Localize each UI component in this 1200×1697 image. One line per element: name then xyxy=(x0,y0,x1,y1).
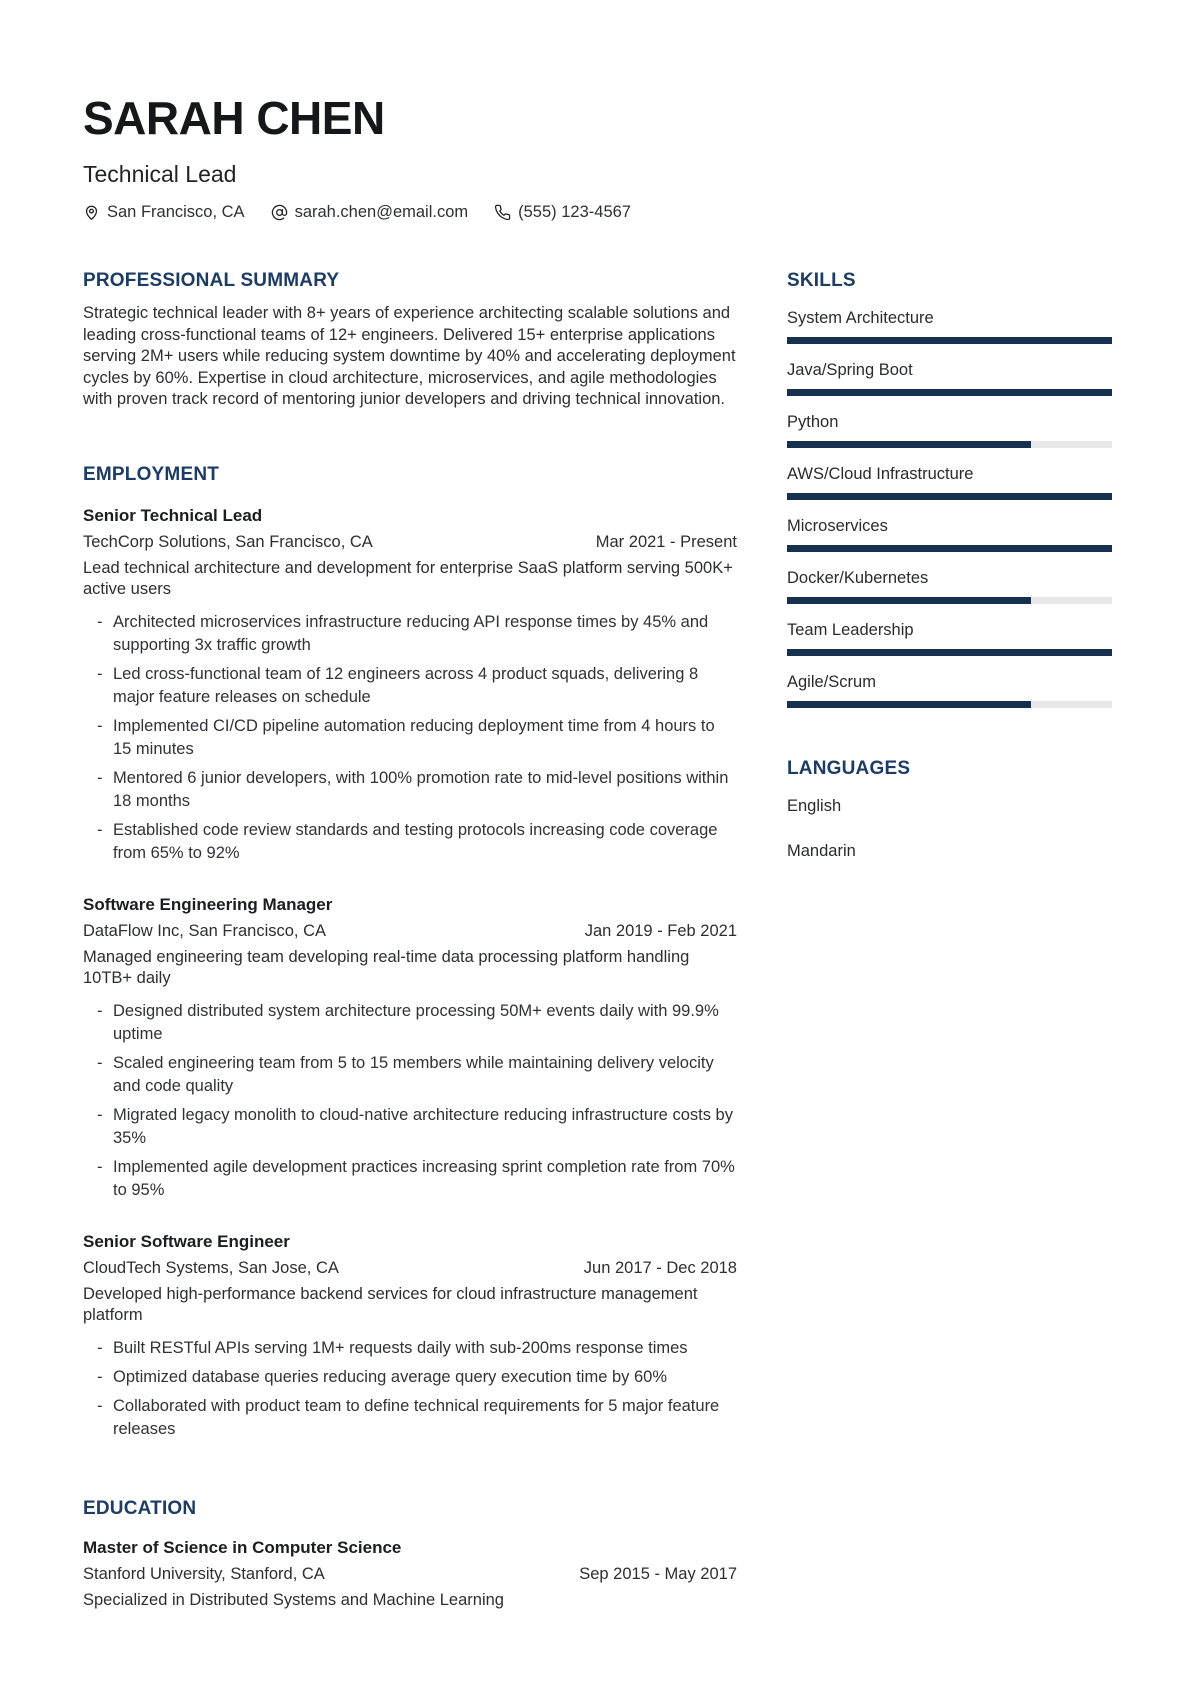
bullet-text: Collaborated with product team to define technical requirements for 5 major feature releases xyxy=(113,1396,720,1438)
skill-bar-track xyxy=(787,441,1112,448)
contact-email xyxy=(271,201,469,223)
education-details: Specialized in Distributed Systems and Machine Learning xyxy=(83,1591,504,1610)
section-languages xyxy=(787,757,1112,862)
contact-email-text: sarah.chen@email.com xyxy=(294,203,469,222)
bullet-list xyxy=(83,1337,737,1441)
skill-bar-fill xyxy=(787,545,1112,552)
skill-bar-fill xyxy=(787,493,1112,500)
bullet-item xyxy=(83,767,737,813)
bullet-dash: - xyxy=(97,768,103,787)
person-name: SARAH CHEN xyxy=(83,92,385,144)
company-name: DataFlow Inc, San Francisco, CA xyxy=(83,921,327,940)
job-summary: Lead technical architecture and development for enterprise SaaS platform serving 500K+ active users xyxy=(83,558,733,599)
section-heading: SKILLS xyxy=(787,269,856,291)
skill-bar-track xyxy=(787,701,1112,708)
job-entry xyxy=(83,891,737,1202)
skill-bar-fill xyxy=(787,337,1112,344)
bullet-item xyxy=(83,1000,737,1046)
bullet-item xyxy=(83,611,737,657)
skill-bar-track xyxy=(787,493,1112,500)
bullet-dash: - xyxy=(97,1001,103,1020)
section-employment xyxy=(83,463,737,1441)
job-dates: Jun 2017 - Dec 2018 xyxy=(583,1258,737,1277)
job-dates: Mar 2021 - Present xyxy=(595,532,737,551)
bullet-text: Optimized database queries reducing average query execution time by 60% xyxy=(113,1367,667,1386)
bullet-list xyxy=(83,611,737,865)
company-row xyxy=(83,918,737,944)
bullet-item xyxy=(83,1104,737,1150)
bullet-item xyxy=(83,715,737,761)
skill-label: Python xyxy=(787,413,839,432)
skill-bar-track xyxy=(787,545,1112,552)
company-row xyxy=(83,1255,737,1281)
skill-label: Microservices xyxy=(787,517,888,536)
skill-bar-track xyxy=(787,389,1112,396)
skill-item xyxy=(787,515,1112,552)
section-heading: EMPLOYMENT xyxy=(83,463,220,485)
bullet-text: Led cross-functional team of 12 engineers across 4 product squads, delivering 8 major feature releases on schedule xyxy=(113,664,699,706)
skill-label: Docker/Kubernetes xyxy=(787,569,929,588)
bullet-text: Implemented agile development practices increasing sprint completion rate from 70% to 95% xyxy=(113,1157,735,1199)
person-title: Technical Lead xyxy=(83,160,237,187)
language-item: English xyxy=(787,797,842,816)
skill-item xyxy=(787,671,1112,708)
bullet-dash: - xyxy=(97,820,103,839)
bullet-dash: - xyxy=(97,1367,103,1386)
bullet-dash: - xyxy=(97,1157,103,1176)
section-education xyxy=(83,1497,737,1614)
bullet-item xyxy=(83,1337,737,1360)
section-heading: PROFESSIONAL SUMMARY xyxy=(83,269,340,291)
contact-location-text: San Francisco, CA xyxy=(107,203,245,222)
bullet-dash: - xyxy=(97,1396,103,1415)
skill-item xyxy=(787,307,1112,344)
skill-item xyxy=(787,463,1112,500)
skill-label: AWS/Cloud Infrastructure xyxy=(787,465,974,484)
contact-location xyxy=(83,201,245,223)
bullet-item xyxy=(83,819,737,865)
skill-item xyxy=(787,359,1112,396)
school-name: Stanford University, Stanford, CA xyxy=(83,1565,325,1584)
bullet-dash: - xyxy=(97,1105,103,1124)
skill-label: Agile/Scrum xyxy=(787,673,876,692)
bullet-dash: - xyxy=(97,1053,103,1072)
school-row xyxy=(83,1561,737,1587)
skill-bar-track xyxy=(787,337,1112,344)
job-title: Senior Software Engineer xyxy=(83,1231,290,1251)
job-entry xyxy=(83,502,737,865)
bullet-item xyxy=(83,1395,737,1441)
education-dates: Sep 2015 - May 2017 xyxy=(579,1565,737,1584)
contact-phone xyxy=(494,201,631,223)
bullet-dash: - xyxy=(97,664,103,683)
skill-bar-track xyxy=(787,649,1112,656)
bullet-list xyxy=(83,1000,737,1202)
bullet-text: Architected microservices infrastructure reducing API response times by 45% and supporting 3x traffic growth xyxy=(113,612,709,654)
bullet-dash: - xyxy=(97,1338,103,1357)
resume-header xyxy=(83,94,1112,224)
bullet-item xyxy=(83,1366,737,1389)
bullet-text: Designed distributed system architecture processing 50M+ events daily with 99.9% uptime xyxy=(113,1001,719,1043)
bullet-dash: - xyxy=(97,612,103,631)
job-summary: Managed engineering team developing real-time data processing platform handling 10TB+ daily xyxy=(83,947,690,988)
section-professional-summary xyxy=(83,269,737,411)
location-pin-icon xyxy=(83,204,100,221)
bullet-text: Migrated legacy monolith to cloud-native architecture reducing infrastructure costs by 35% xyxy=(113,1105,733,1147)
degree-title: Master of Science in Computer Science xyxy=(83,1538,402,1558)
skill-label: Team Leadership xyxy=(787,621,914,640)
bullet-item xyxy=(83,663,737,709)
skill-label: System Architecture xyxy=(787,309,934,328)
summary-paragraph: Strategic technical leader with 8+ years of experience architecting scalable solutions and leading cross-functional teams of 12+ engineers. Delivered 15+ enterprise applications serving 2M+ users while reducing system downtime by 40% and accelerating deployment cycles by 60%. Expertise in cloud architecture, microservices, and agile methodologies with proven track record of mentoring junior developers and driving technical innovation. xyxy=(83,304,736,409)
skill-item xyxy=(787,567,1112,604)
main-column xyxy=(83,269,737,1614)
bullet-text: Established code review standards and testing protocols increasing code coverage from 65% to 92% xyxy=(113,820,718,862)
job-dates: Jan 2019 - Feb 2021 xyxy=(584,921,737,940)
bullet-dash: - xyxy=(97,716,103,735)
phone-icon xyxy=(494,204,511,221)
bullet-text: Scaled engineering team from 5 to 15 members while maintaining delivery velocity and code quality xyxy=(113,1053,714,1095)
contact-row xyxy=(83,201,1112,223)
job-summary: Developed high-performance backend services for cloud infrastructure management platform xyxy=(83,1284,698,1325)
section-heading: EDUCATION xyxy=(83,1497,197,1519)
language-item: Mandarin xyxy=(787,842,856,861)
skill-label: Java/Spring Boot xyxy=(787,361,913,380)
bullet-text: Mentored 6 junior developers, with 100% promotion rate to mid-level positions within 18 months xyxy=(113,768,729,810)
company-name: TechCorp Solutions, San Francisco, CA xyxy=(83,532,373,551)
section-heading: LANGUAGES xyxy=(787,758,911,780)
job-title: Senior Technical Lead xyxy=(83,505,263,525)
bullet-item xyxy=(83,1052,737,1098)
bullet-item xyxy=(83,1156,737,1202)
content-columns xyxy=(83,269,1112,1614)
skill-bar-fill xyxy=(787,701,1031,708)
skill-bar-track xyxy=(787,597,1112,604)
job-entry xyxy=(83,1228,737,1441)
company-name: CloudTech Systems, San Jose, CA xyxy=(83,1258,339,1277)
skill-bar-fill xyxy=(787,649,1112,656)
skill-item xyxy=(787,619,1112,656)
bullet-text: Built RESTful APIs serving 1M+ requests daily with sub-200ms response times xyxy=(113,1338,688,1357)
skill-bar-fill xyxy=(787,597,1031,604)
job-title: Software Engineering Manager xyxy=(83,894,333,914)
contact-phone-text: (555) 123-4567 xyxy=(518,203,631,222)
skill-bar-fill xyxy=(787,441,1031,448)
company-row xyxy=(83,529,737,555)
at-sign-icon xyxy=(271,204,288,221)
skill-bar-fill xyxy=(787,389,1112,396)
skill-item xyxy=(787,411,1112,448)
bullet-text: Implemented CI/CD pipeline automation reducing deployment time from 4 hours to 15 minutes xyxy=(113,716,715,758)
section-skills xyxy=(787,269,1112,709)
sidebar-column xyxy=(787,269,1112,1614)
